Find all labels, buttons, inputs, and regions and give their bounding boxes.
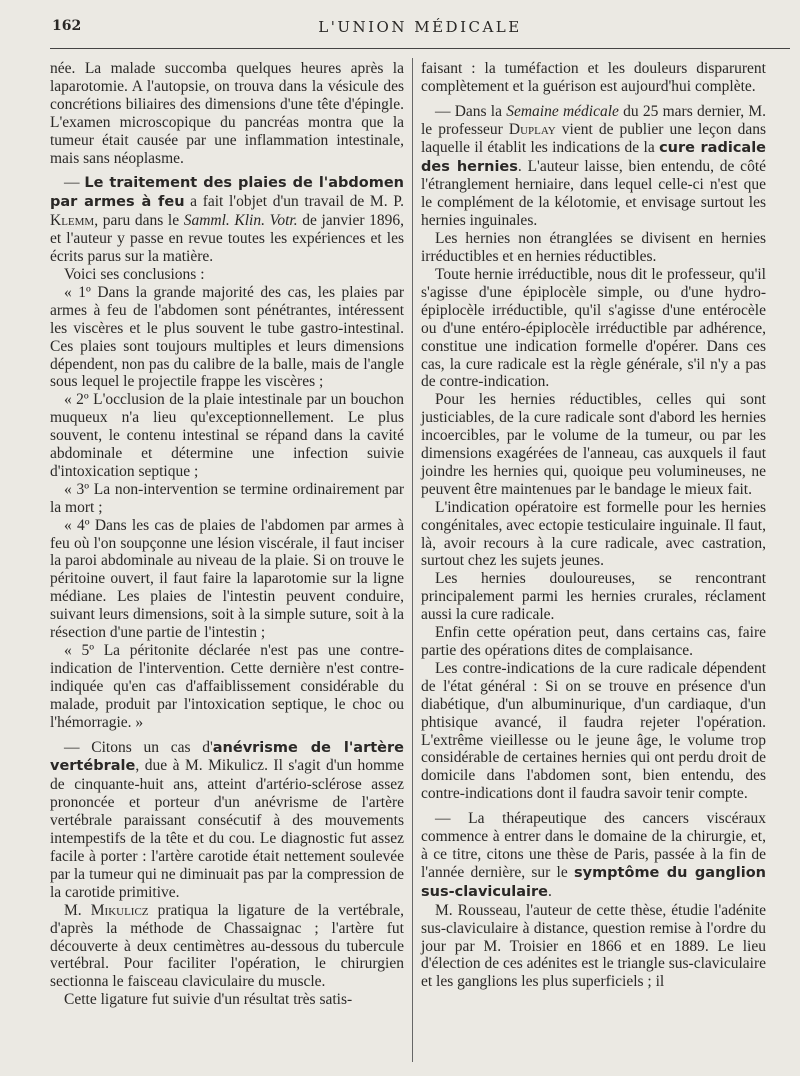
paragraph: faisant : la tuméfaction et les douleurs disparurent complètement et la guérison est aujourd'hui complète. (421, 60, 766, 95)
paragraph: « 1º Dans la grande majorité des cas, les plaies par armes à feu de l'abdomen sont pénétrantes, intéressent les viscères et le plus souvent le tube gastro-intestinal. Ces plaies sont toujours multiples et leurs dimensions dépendent, non pas du calibre de la balle, mais de l'angle sous lequel le projectile frappe les viscères ; (50, 283, 404, 391)
paragraph (50, 902, 404, 992)
text-run: de janvier 1896, et l'auteur y passe en revue toutes les expériences et les écrits parus sur la matière. (50, 212, 404, 266)
paragraph-cancer (421, 810, 766, 902)
paragraph: L'indication opératoire est formelle pour les hernies congénitales, avec ectopie testiculaire inguinale. Il faut, là, avoir recours à la cure radicale, avec castration, surtout chez les sujets jeunes. (421, 498, 766, 570)
paragraph: Voici ses conclusions : (64, 265, 205, 283)
paragraph: Cette ligature fut suivie d'un résultat très satis- (64, 991, 353, 1009)
section-heading: Le traitement des plaies de l'abdomen par armes à feu (50, 175, 405, 211)
page-number: 162 (52, 18, 82, 34)
journal-title: Semaine médicale (506, 102, 619, 120)
dash: — (64, 174, 85, 192)
author-name: Klemm (50, 212, 95, 230)
author-name: Duplay (508, 120, 556, 138)
paragraph: « 4º Dans les cas de plaies de l'abdomen par armes à feu où l'on soupçonne une lésion viscérale, il faut inciser la paroi abdominale au niveau de la plaie. Si on trouve le péritoine ouvert, il faut faire la laparotomie sur la ligne médiane. Les plaies de l'intestin peuvent conduire, suivant leurs dimensions, soit à la simple suture, soit à la résection d'une partie de l'intestin ; (50, 516, 404, 642)
journal-title: Samml. Klin. Votr. (183, 212, 298, 230)
paragraph: « 2º L'occlusion de la plaie intestinale par un bouchon muqueux n'a lieu qu'exceptionnellement. Le plus souvent, le contenu intestinal se répand dans la cavité abdominale et détermine une infection suivie d'intoxication septique ; (50, 391, 404, 480)
text-run: vient de publier une leçon dans laquelle il établit les indications de la (421, 120, 766, 156)
text-run: , paru dans le (94, 212, 184, 230)
text-run: — Dans la (435, 102, 507, 120)
section-heading: anévrisme de l'artère vertébrale (50, 739, 404, 775)
paragraph: Les hernies douloureuses, se rencontrant principalement parmi les hernies crurales, réclament aussi la cure radicale. (421, 570, 766, 624)
author-name: Mikulicz (90, 901, 149, 919)
left-column (50, 60, 404, 1009)
paragraph: Les contre-indications de la cure radicale dépendent de l'état général : Si on se trouve en présence d'un diabétique, d'un albuminurique, d'un cardiaque, d'un phtisique avancé, il faudra rejeter l'opération. L'extrême vieillesse ou le jeune âge, le volume trop considérable de certaines hernies qui ont perdu droit de domicile dans l'abdomen sont, bien entendu, des contre-indications dont il faudra savoir tenir compte. (421, 659, 766, 803)
paragraph: Toute hernie irréductible, nous dit le professeur, qu'il s'agisse d'une épiplocèle simple, ou d'une hydro-épiplocèle irréductible, qu'il s'agisse d'une entérocèle ou d'une entéro-épiplocèle irréductible par adhérence, constitue une indication formelle d'opérer. Dans ces cas, la cure radicale est la règle générale, s'il n'y a pas de contre-indication. (421, 265, 766, 391)
paragraph: « 3º La non-intervention se termine ordinairement par la mort ; (50, 480, 404, 516)
text-run: — La thérapeutique des cancers viscéraux commence à entrer dans le domaine de la chirurgie, et, à ce titre, citons une thèse de Paris, passée à la fin de l'année dernière, sur le (421, 810, 766, 881)
paragraph-hernia (421, 103, 766, 230)
right-column (421, 60, 766, 991)
header-rule (50, 48, 790, 49)
text-run: du 25 mars dernier, M. le professeur (421, 102, 766, 138)
text-run: pratiqua la ligature de la vertébrale, d'après la méthode de Chassaignac ; l'artère fut découverte à deux centimètres au-dessous du tubercule vertébral. Pour faciliter l'opération, le chirurgien sectionna le faisceau claviculaire du muscle. (50, 901, 404, 991)
paragraph: « 5º La péritonite déclarée n'est pas une contre-indication de l'intervention. Cette dernière n'est contre-indiquée qu'en cas d'affaiblissement considérable du malade, produit par l'intoxication septique, le choc ou l'hémorragie. » (50, 642, 404, 731)
section-heading: symptôme du ganglion sus-claviculaire (421, 864, 767, 900)
paragraph: Les hernies non étranglées se divisent en hernies irréductibles et en hernies réductibles. (421, 230, 766, 266)
paragraph: M. Rousseau, l'auteur de cette thèse, étudie l'adénite sus-claviculaire à distance, question remise à l'ordre du jour par M. Troisier en 1866 et en 1889. Le lieu d'élection de ces adénites est le triangle sus-claviculaire et les ganglions les plus superficiels ; il (421, 901, 766, 991)
paragraph: Enfin cette opération peut, dans certains cas, faire partie des opérations dites de complaisance. (421, 624, 766, 659)
text-run: M. (64, 901, 91, 919)
text-run: — Citons un cas d' (64, 738, 213, 756)
section-heading: cure radicale des hernies (421, 139, 766, 175)
paragraph-aneurysm (50, 739, 404, 902)
column-divider (412, 58, 413, 1062)
text-run: . (548, 882, 552, 900)
text-run: , due à M. Mikulicz. Il s'agit d'un homme de cinquante-huit ans, atteint d'artério-sclérose assez prononcée et porteur d'un anévrisme de l'artère vertébrale paraissant consécutif à des mouvements intempestifs de la tête et du cou. Le diagnostic fut assez facile à porter : l'artère carotide était nettement soulevée par la tumeur qui ne diminuait pas par la compression de la carotide primitive. (50, 757, 404, 901)
page-header (52, 12, 788, 40)
paragraph: Pour les hernies réductibles, celles qui sont justiciables, de la cure radicale sont d'abord les hernies incoercibles, par le volume de la tumeur, ou par les dimensions exagérées de l'anneau, cas auxquels il faut joindre les hernies qui, quoique peu volumineuses, ne peuvent être maintenues par le bandage le mieux fait. (421, 391, 766, 498)
paragraph: née. La malade succomba quelques heures après la laparotomie. A l'autopsie, on trouva dans la vésicule des concrétions biliaires des dimensions d'une tête d'épingle. L'examen microscopique du pancréas montra que la tumeur était causée par une inflammation intestinale, mais sans néoplasme. (50, 60, 404, 167)
text-run: . L'auteur laisse, bien entendu, de côté l'étranglement herniaire, dans lequel celle-ci n'est que le complément de la kélotomie, et envisage surtout les hernies inguinales. (421, 157, 767, 230)
text-run: a fait l'objet d'un travail de M. P. (184, 193, 405, 211)
running-title: L'UNION MÉDICALE (318, 18, 522, 36)
paragraph-abdomen-wounds (50, 174, 404, 266)
